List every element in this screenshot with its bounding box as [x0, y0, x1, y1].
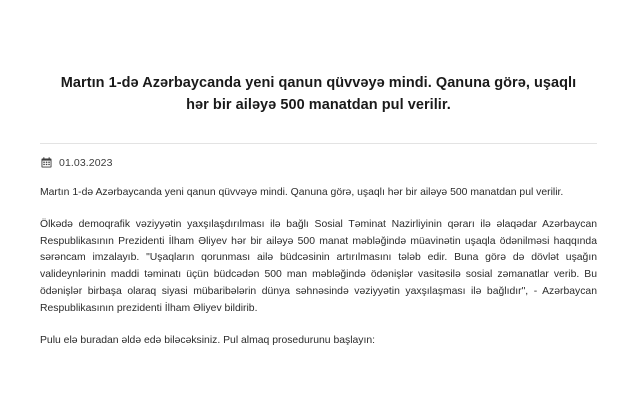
publish-date: 01.03.2023 [59, 156, 113, 169]
article-paragraph-2: Ölkədə demoqrafik vəziyyətin yaxşılaşdırılması ilə bağlı Sosial Təminat Nazirliyinin qərarı ilə əlaqədar Azərbaycan Respublikasının Prezidenti İlham Əliyev hər bir ailəyə 500 manat məbləğində müavinətin uşaqla ödənilməsi haqqında sərəncam imzalayıb. "Uşaqların qorunması ailə büdcəsinin artırılmasını tələb edir. Buna görə də dövlət uşağın valideynlərinin maddi təminatı üçün büdcədən 500 man məbləğində ödənişlər vasitəsilə sosial zəmanatlar verib. Bu ödənişlər birbaşa olaraq siyasi mübaribələrin dünya səhnəsində vəziyyətin yaxşılaşması ilə bağlıdır", - Azərbaycan Respublikasının prezidenti İlham Əliyev bildirib. [40, 218, 597, 314]
article-paragraph-3: Pulu elə buradan əldə edə biləcəksiniz. Pul almaq prosedurunu başlayın: [40, 334, 376, 346]
article-content [40, 0, 597, 350]
divider [40, 143, 597, 144]
page-title: Martın 1-də Azərbaycanda yeni qanun qüvvəyə mindi. Qanuna görə, uşaqlı hər bir ailəyə 500 manatdan pul verilir. [60, 75, 577, 114]
calendar-icon [41, 157, 52, 168]
article-paragraph-1: Martın 1-də Azərbaycanda yeni qanun qüvvəyə mindi. Qanuna görə, uşaqlı hər bir ailəyə 500 manatdan pul verilir. [40, 186, 564, 198]
publish-date-row [40, 157, 597, 169]
